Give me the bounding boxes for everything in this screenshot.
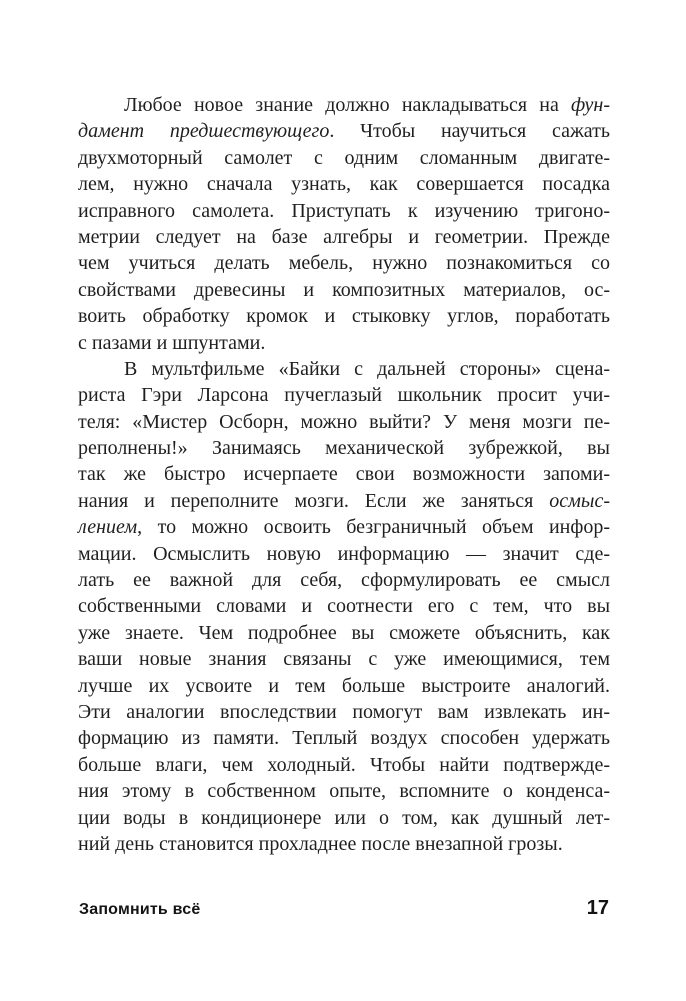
- text-line: [78, 92, 610, 118]
- text-segment: . Чтобы научиться сажать: [329, 120, 610, 143]
- text-segment: собственными словами и соотнести его с тем, что вы: [78, 595, 610, 618]
- text-segment: , то можно освоить безграничный объем инфор-: [137, 516, 610, 539]
- text-segment: метрии следует на базе алгебры и геометрии. Прежде: [78, 225, 610, 248]
- text-line: [78, 593, 610, 619]
- text-segment: лать ее важной для себя, сформулировать ее смысл: [78, 569, 610, 592]
- italic-text-segment: лением: [78, 516, 138, 539]
- text-segment: так же быстро исчерпаете свои возможности запоми-: [78, 463, 610, 486]
- text-line: [78, 541, 610, 567]
- paragraph: [78, 356, 610, 857]
- text-segment: нания и переполните мозги. Если же заняться: [78, 489, 550, 512]
- text-line: [78, 145, 610, 171]
- text-segment: мации. Осмыслить новую информацию — значит сде-: [78, 542, 610, 565]
- text-segment: лем, нужно сначала узнать, как совершается посадка: [78, 173, 610, 196]
- text-segment: лучше их усвоите и тем больше выстроите аналогий.: [78, 674, 610, 697]
- text-line: [78, 805, 610, 831]
- text-line: [78, 303, 610, 329]
- text-segment: ний день становится прохладнее после внезапной грозы.: [78, 832, 563, 855]
- text-line: [78, 435, 610, 461]
- text-line: [78, 725, 610, 751]
- text-segment: свойствами древесины и композитных материалов, ос-: [78, 278, 610, 301]
- text-line: [78, 198, 610, 224]
- text-segment: риста Гэри Ларсона пучеглазый школьник просит учи-: [78, 384, 610, 407]
- text-segment: исправного самолета. Приступать к изучению тригоно-: [78, 199, 610, 222]
- text-segment: уже знаете. Чем подробнее вы сможете объяснить, как: [78, 621, 610, 644]
- text-line: [78, 277, 610, 303]
- text-line: [78, 673, 610, 699]
- text-line: [78, 461, 610, 487]
- text-segment: Эти аналогии впоследствии помогут вам извлекать ин-: [78, 700, 610, 723]
- text-segment: чем учиться делать мебель, нужно познакомиться со: [78, 252, 610, 275]
- text-line: [78, 224, 610, 250]
- running-title: Запомнить всё: [79, 901, 201, 918]
- running-footer: [79, 897, 609, 920]
- text-line: [78, 778, 610, 804]
- page-body-text: [78, 92, 610, 857]
- text-segment: ваши новые знания связаны с уже имеющимися, тем: [78, 648, 610, 671]
- text-line: [78, 567, 610, 593]
- text-line: [78, 620, 610, 646]
- text-line: [78, 356, 610, 382]
- italic-text-segment: осмыс-: [549, 489, 610, 512]
- text-line: [78, 699, 610, 725]
- text-line: [78, 831, 610, 857]
- text-line: [78, 488, 610, 514]
- text-segment: больше влаги, чем холодный. Чтобы найти подтвержде-: [78, 753, 610, 776]
- text-segment: воить обработку кромок и стыковку углов, поработать: [78, 305, 610, 328]
- italic-text-segment: дамент предшествующего: [78, 120, 330, 143]
- text-segment: ния этому в собственном опыте, вспомните о конденса-: [78, 780, 610, 803]
- text-segment: теля: «Мистер Осборн, можно выйти? У меня мозги пе-: [78, 410, 610, 433]
- text-segment: реполнены!» Занимаясь механической зубрежкой, вы: [78, 437, 610, 460]
- text-segment: Любое новое знание должно накладываться на: [124, 94, 571, 116]
- text-line: [78, 171, 610, 197]
- text-line: [78, 514, 610, 540]
- text-segment: двухмоторный самолет с одним сломанным двигате-: [78, 146, 610, 169]
- text-line: [78, 409, 610, 435]
- text-line: [78, 250, 610, 276]
- paragraph: [78, 92, 610, 356]
- page-number: 17: [586, 897, 609, 919]
- text-line: [78, 382, 610, 408]
- text-segment: В мультфильме «Байки с дальней стороны» сцена-: [124, 357, 610, 380]
- text-segment: с пазами и шпунтами.: [78, 331, 266, 354]
- italic-text-segment: фун-: [571, 94, 610, 116]
- text-line: [78, 752, 610, 778]
- text-segment: формацию из памяти. Теплый воздух способен удержать: [78, 727, 610, 750]
- text-line: [78, 118, 610, 144]
- text-segment: ции воды в кондиционере или о том, как душный лет-: [78, 806, 610, 829]
- text-line: [78, 646, 610, 672]
- text-line: [78, 330, 610, 356]
